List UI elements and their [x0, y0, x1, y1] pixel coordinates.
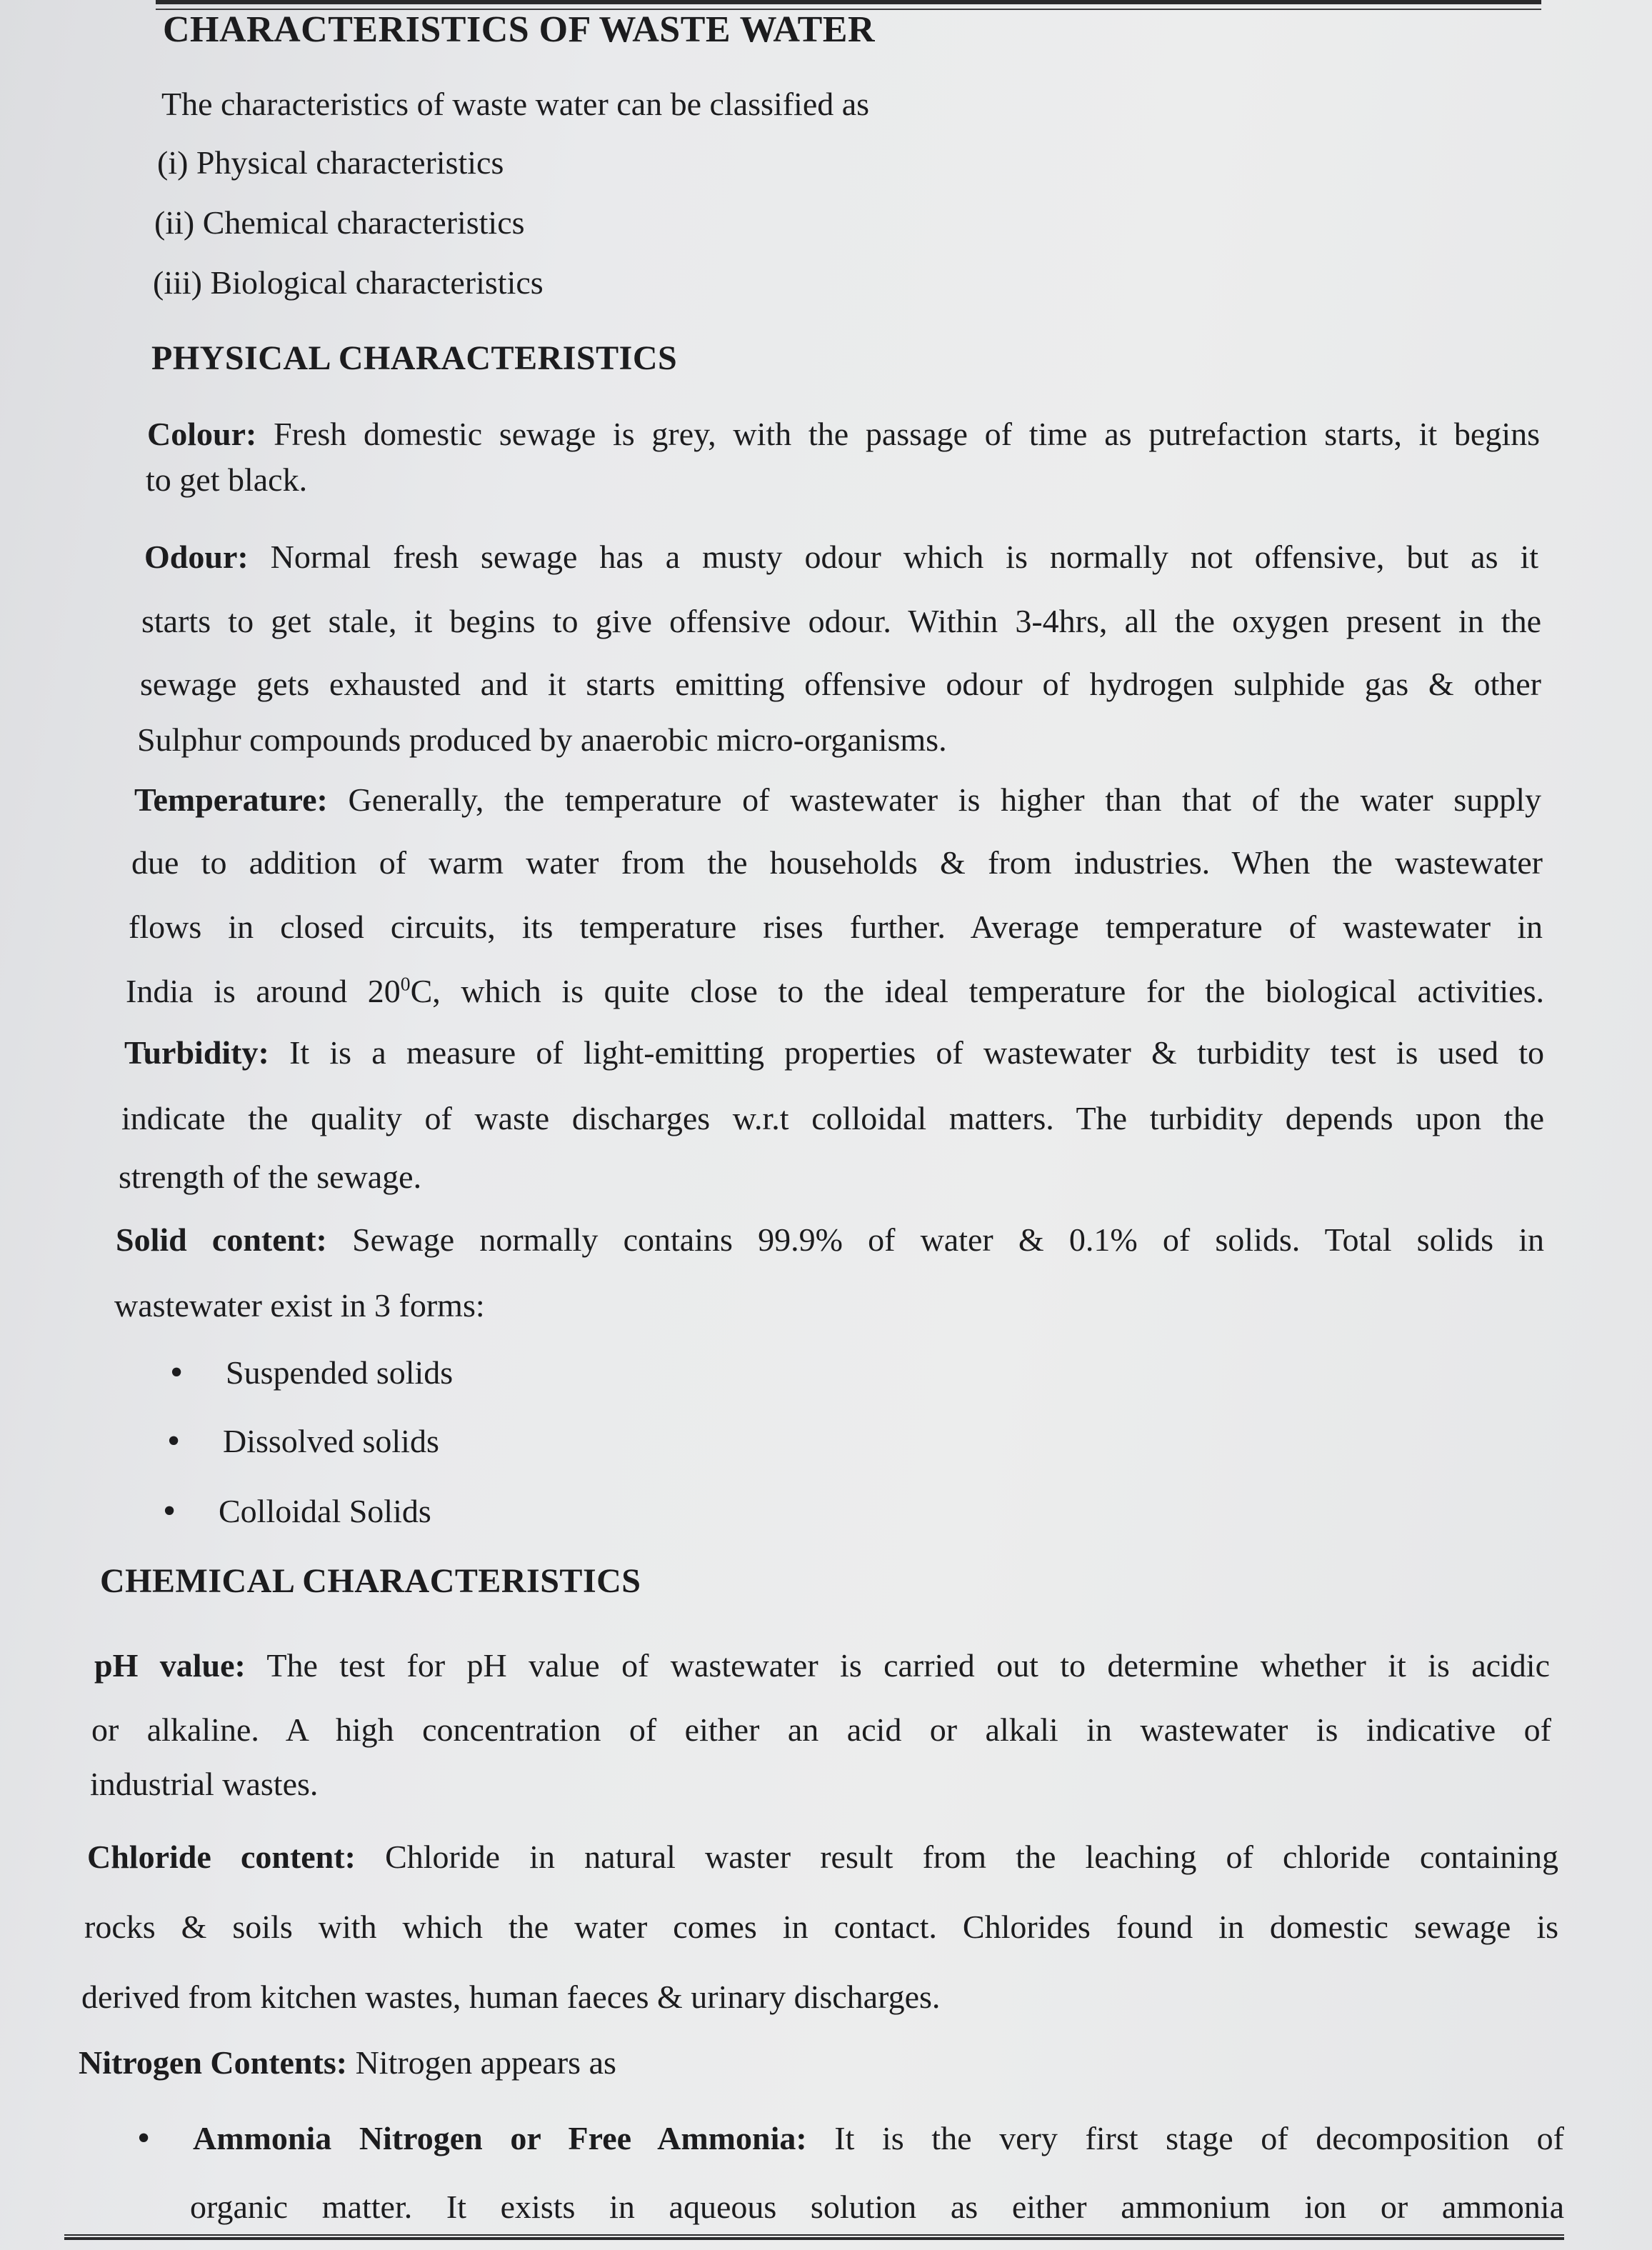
term-ammonia-nitrogen: Ammonia Nitrogen or Free Ammonia:	[193, 2120, 807, 2156]
paragraph-ph: pH value: The test for pH value of wastewater is carried out to determine whether it is acidic	[94, 1647, 1551, 1684]
page-title: CHARACTERISTICS OF WASTE WATER	[163, 9, 876, 50]
intro-item: (ii) Chemical characteristics	[154, 204, 525, 241]
term-solid-content: Solid content:	[116, 1221, 327, 1258]
paragraph-line: organic matter. It exists in aqueous solution as either ammonium ion or ammonia	[190, 2189, 1564, 2225]
bottom-rule	[64, 2234, 1564, 2240]
term-odour: Odour:	[144, 539, 249, 575]
paragraph-line: due to addition of warm water from the households & from industries. When the wastewater	[131, 844, 1543, 881]
paragraph-line: sewage gets exhausted and it starts emitting offensive odour of hydrogen sulphide gas & other	[140, 666, 1541, 702]
term-turbidity: Turbidity:	[124, 1034, 269, 1071]
paragraph-line: derived from kitchen wastes, human faeces & urinary discharges.	[81, 1979, 941, 2015]
section-heading-chemical: CHEMICAL CHARACTERISTICS	[100, 1562, 641, 1600]
paragraph-line: to get black.	[146, 461, 308, 498]
intro-item: (iii) Biological characteristics	[153, 264, 544, 301]
paragraph-chloride: Chloride content: Chloride in natural waster result from the leaching of chloride containing	[87, 1839, 1559, 1875]
paragraph-colour: Colour: Fresh domestic sewage is grey, with the passage of time as putrefaction starts, it begins	[147, 416, 1541, 452]
paragraph-line: or alkaline. A high concentration of either an acid or alkali in wastewater is indicative of	[91, 1711, 1551, 1748]
list-item: • Suspended solids	[226, 1353, 453, 1393]
term-ph-value: pH value:	[94, 1647, 246, 1684]
paragraph-turbidity: Turbidity: It is a measure of light-emitting properties of wastewater & turbidity test is used to	[124, 1034, 1545, 1071]
paragraph-odour: Odour: Normal fresh sewage has a musty odour which is normally not offensive, but as it	[144, 539, 1538, 575]
paragraph-line: Sulphur compounds produced by anaerobic micro-organisms.	[137, 721, 947, 758]
intro-lead: The characteristics of waste water can be classified as	[161, 86, 870, 122]
paragraph-line: India is around $20^0C$, which is quite close to the ideal temperature for the biological activities.	[126, 972, 1544, 1009]
paragraph-solids: Solid content: Sewage normally contains 99.9% of water & 0.1% of solids. Total solids in	[116, 1221, 1545, 1258]
section-heading-physical: PHYSICAL CHARACTERISTICS	[151, 339, 678, 377]
paragraph-line: rocks & soils with which the water comes in contact. Chlorides found in domestic sewage is	[84, 1909, 1558, 1945]
term-colour: Colour:	[147, 416, 257, 452]
paragraph-line: strength of the sewage.	[119, 1159, 422, 1195]
paragraph-line: industrial wastes.	[90, 1766, 319, 1802]
top-rule	[156, 0, 1541, 10]
paragraph-line: indicate the quality of waste discharges w.r.t colloidal matters. The turbidity depends upon the	[121, 1100, 1544, 1136]
paragraph-line: starts to get stale, it begins to give offensive odour. Within 3-4hrs, all the oxygen present in the	[141, 603, 1541, 639]
list-item: • Ammonia Nitrogen or Free Ammonia: It is the very first stage of decomposition of	[193, 2119, 1564, 2159]
list-item: • Colloidal Solids	[219, 1491, 431, 1531]
paragraph-line: wastewater exist in 3 forms:	[114, 1287, 485, 1324]
list-item: • Dissolved solids	[223, 1421, 439, 1461]
intro-item: (i) Physical characteristics	[157, 144, 504, 181]
paragraph-line: flows in closed circuits, its temperature rises further. Average temperature of wastewater in	[129, 909, 1543, 945]
term-chloride-content: Chloride content:	[87, 1839, 356, 1875]
term-temperature: Temperature:	[134, 781, 328, 818]
paragraph-temperature: Temperature: Generally, the temperature of wastewater is higher than that of the water supply	[134, 781, 1541, 818]
term-nitrogen-contents: Nitrogen Contents:	[79, 2044, 348, 2081]
paragraph-nitrogen: Nitrogen Contents: Nitrogen appears as	[79, 2044, 616, 2081]
